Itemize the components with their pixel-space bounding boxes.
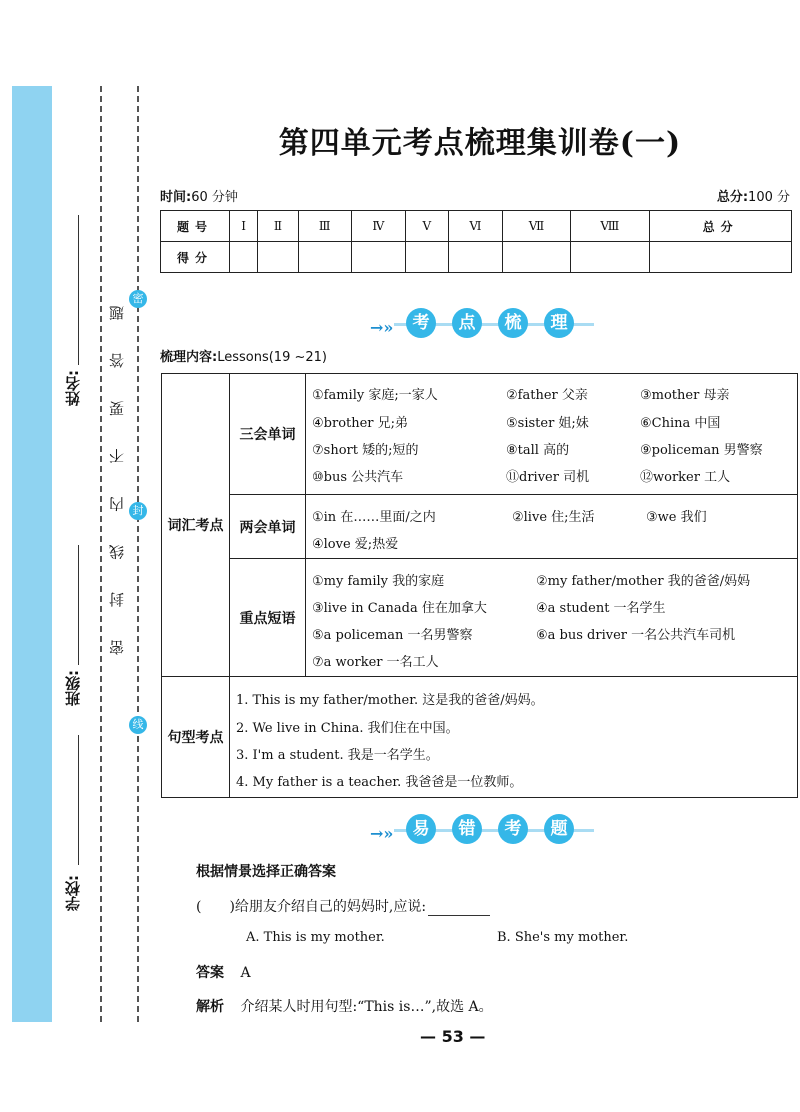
arrow-icon: →»	[370, 318, 394, 337]
two-skill-words-cell	[305, 494, 797, 558]
score-table-score-row	[161, 242, 792, 273]
col-8: Ⅷ	[570, 211, 650, 242]
word-item: ⑩bus 公共汽车	[312, 470, 404, 485]
seal-mark-2: 封	[129, 502, 147, 520]
question-text: ( )给朋友介绍自己的妈妈时,应说:	[196, 899, 427, 915]
class-label: 班级:	[64, 670, 82, 706]
name-line	[78, 215, 79, 365]
answer-blank[interactable]	[428, 915, 490, 916]
word-item: ②live 住;生活	[512, 510, 595, 525]
score-cell[interactable]	[230, 242, 258, 273]
seal-instruction: 密 封 线 内 不 要 答 题	[108, 291, 126, 655]
total-label: 总分:	[716, 190, 749, 205]
score-table	[160, 210, 792, 273]
seal-mark-3: 线	[129, 716, 147, 734]
col-1: Ⅰ	[230, 211, 258, 242]
sentence-item: 1. This is my father/mother. 这是我的爸爸/妈妈。	[236, 693, 544, 708]
seal-mark-1: 密	[129, 290, 147, 308]
time-value: 60 分钟	[191, 190, 238, 205]
word-item: ④love 爱;热爱	[312, 537, 399, 552]
key-phrases-label: 重点短语	[229, 558, 305, 676]
question	[196, 896, 490, 916]
phrase-item: ⑤a policeman 一名男警察	[312, 628, 473, 643]
question-number-label: 题号	[161, 211, 230, 242]
phrase-item: ②my father/mother 我的爸爸/妈妈	[536, 574, 751, 589]
score-cell[interactable]	[503, 242, 570, 273]
sentence-category: 句型考点	[162, 676, 229, 797]
word-item: ③we 我们	[646, 510, 707, 525]
banner-char: 错	[452, 814, 482, 844]
class-line	[78, 545, 79, 665]
word-item: ②father 父亲	[506, 388, 588, 403]
phrase-item: ⑦a worker 一名工人	[312, 655, 439, 670]
school-line	[78, 735, 79, 865]
total-info	[717, 186, 790, 205]
analysis-row	[196, 996, 493, 1016]
banner-char: 考	[406, 308, 436, 338]
banner-char: 易	[406, 814, 436, 844]
col-3: Ⅲ	[298, 211, 351, 242]
time-label: 时间:	[160, 190, 192, 205]
scope-value: Lessons(19 ~21)	[217, 350, 327, 365]
sentence-item: 3. I'm a student. 我是一名学生。	[236, 748, 439, 763]
score-cell[interactable]	[258, 242, 299, 273]
review-scope	[160, 346, 327, 365]
word-item: ①family 家庭;一家人	[312, 388, 438, 403]
word-item: ①in 在……里面/之内	[312, 510, 436, 525]
option-a[interactable]: A. This is my mother.	[246, 930, 385, 945]
name-label: 姓名:	[64, 370, 82, 406]
sentence-cell	[229, 676, 797, 797]
score-cell[interactable]	[406, 242, 448, 273]
option-b[interactable]: B. She's my mother.	[497, 930, 629, 945]
banner-common-mistakes	[368, 812, 598, 846]
total-value: 100 分	[748, 190, 790, 205]
score-cell[interactable]	[448, 242, 503, 273]
col-2: Ⅱ	[258, 211, 299, 242]
banner-char: 理	[544, 308, 574, 338]
word-item: ⑨policeman 男警察	[640, 443, 763, 458]
score-cell[interactable]	[570, 242, 650, 273]
three-skill-words-label: 三会单词	[229, 374, 305, 494]
arrow-icon: →»	[370, 824, 394, 843]
key-points-table	[161, 373, 798, 798]
score-cell[interactable]	[351, 242, 406, 273]
phrase-item: ⑥a bus driver 一名公共汽车司机	[536, 628, 736, 643]
word-item: ⑧tall 高的	[506, 443, 570, 458]
phrase-item: ④a student 一名学生	[536, 601, 666, 616]
margin-color-strip	[12, 86, 52, 1022]
col-4: Ⅳ	[351, 211, 406, 242]
three-skill-words-cell	[305, 374, 797, 494]
fold-dash-line-1	[100, 86, 102, 1022]
score-cell[interactable]	[650, 242, 792, 273]
col-5: Ⅴ	[406, 211, 448, 242]
word-item: ⑤sister 姐;妹	[506, 416, 589, 431]
col-7: Ⅶ	[503, 211, 570, 242]
page-number: — 53 —	[420, 1027, 486, 1046]
banner-char: 点	[452, 308, 482, 338]
word-item: ⑦short 矮的;短的	[312, 443, 419, 458]
sentence-item: 2. We live in China. 我们住在中国。	[236, 721, 459, 736]
phrase-item: ③live in Canada 住在加拿大	[312, 601, 487, 616]
score-table-header-row	[161, 211, 792, 242]
key-phrases-cell	[305, 558, 797, 676]
analysis-text: 介绍某人时用句型:“This is…”,故选 A。	[240, 999, 493, 1015]
total-col: 总分	[650, 211, 792, 242]
score-cell[interactable]	[298, 242, 351, 273]
page-title: 第四单元考点梳理集训卷(一)	[278, 126, 682, 161]
word-item: ⑥China 中国	[640, 416, 721, 431]
word-item: ⑫worker 工人	[640, 470, 731, 485]
col-6: Ⅵ	[448, 211, 503, 242]
school-label: 学校:	[64, 875, 82, 911]
two-skill-words-label: 两会单词	[229, 494, 305, 558]
word-item: ⑪driver 司机	[506, 470, 590, 485]
answer-label: 答案	[196, 965, 224, 981]
exercise-heading: 根据情景选择正确答案	[196, 864, 336, 880]
time-info	[160, 186, 238, 205]
scope-label: 梳理内容:	[160, 350, 218, 365]
score-label: 得分	[161, 242, 230, 273]
word-item: ③mother 母亲	[640, 388, 730, 403]
phrase-item: ①my family 我的家庭	[312, 574, 445, 589]
banner-char: 考	[498, 814, 528, 844]
word-item: ④brother 兄;弟	[312, 416, 409, 431]
answer-value: A	[240, 965, 251, 981]
banner-char: 题	[544, 814, 574, 844]
vocab-category: 词汇考点	[167, 518, 224, 534]
banner-char: 梳	[498, 308, 528, 338]
analysis-label: 解析	[196, 999, 224, 1015]
fold-dash-line-2	[137, 86, 139, 1022]
banner-key-points	[368, 306, 598, 340]
answer-row	[196, 962, 251, 982]
sentence-item: 4. My father is a teacher. 我爸爸是一位教师。	[236, 775, 523, 790]
